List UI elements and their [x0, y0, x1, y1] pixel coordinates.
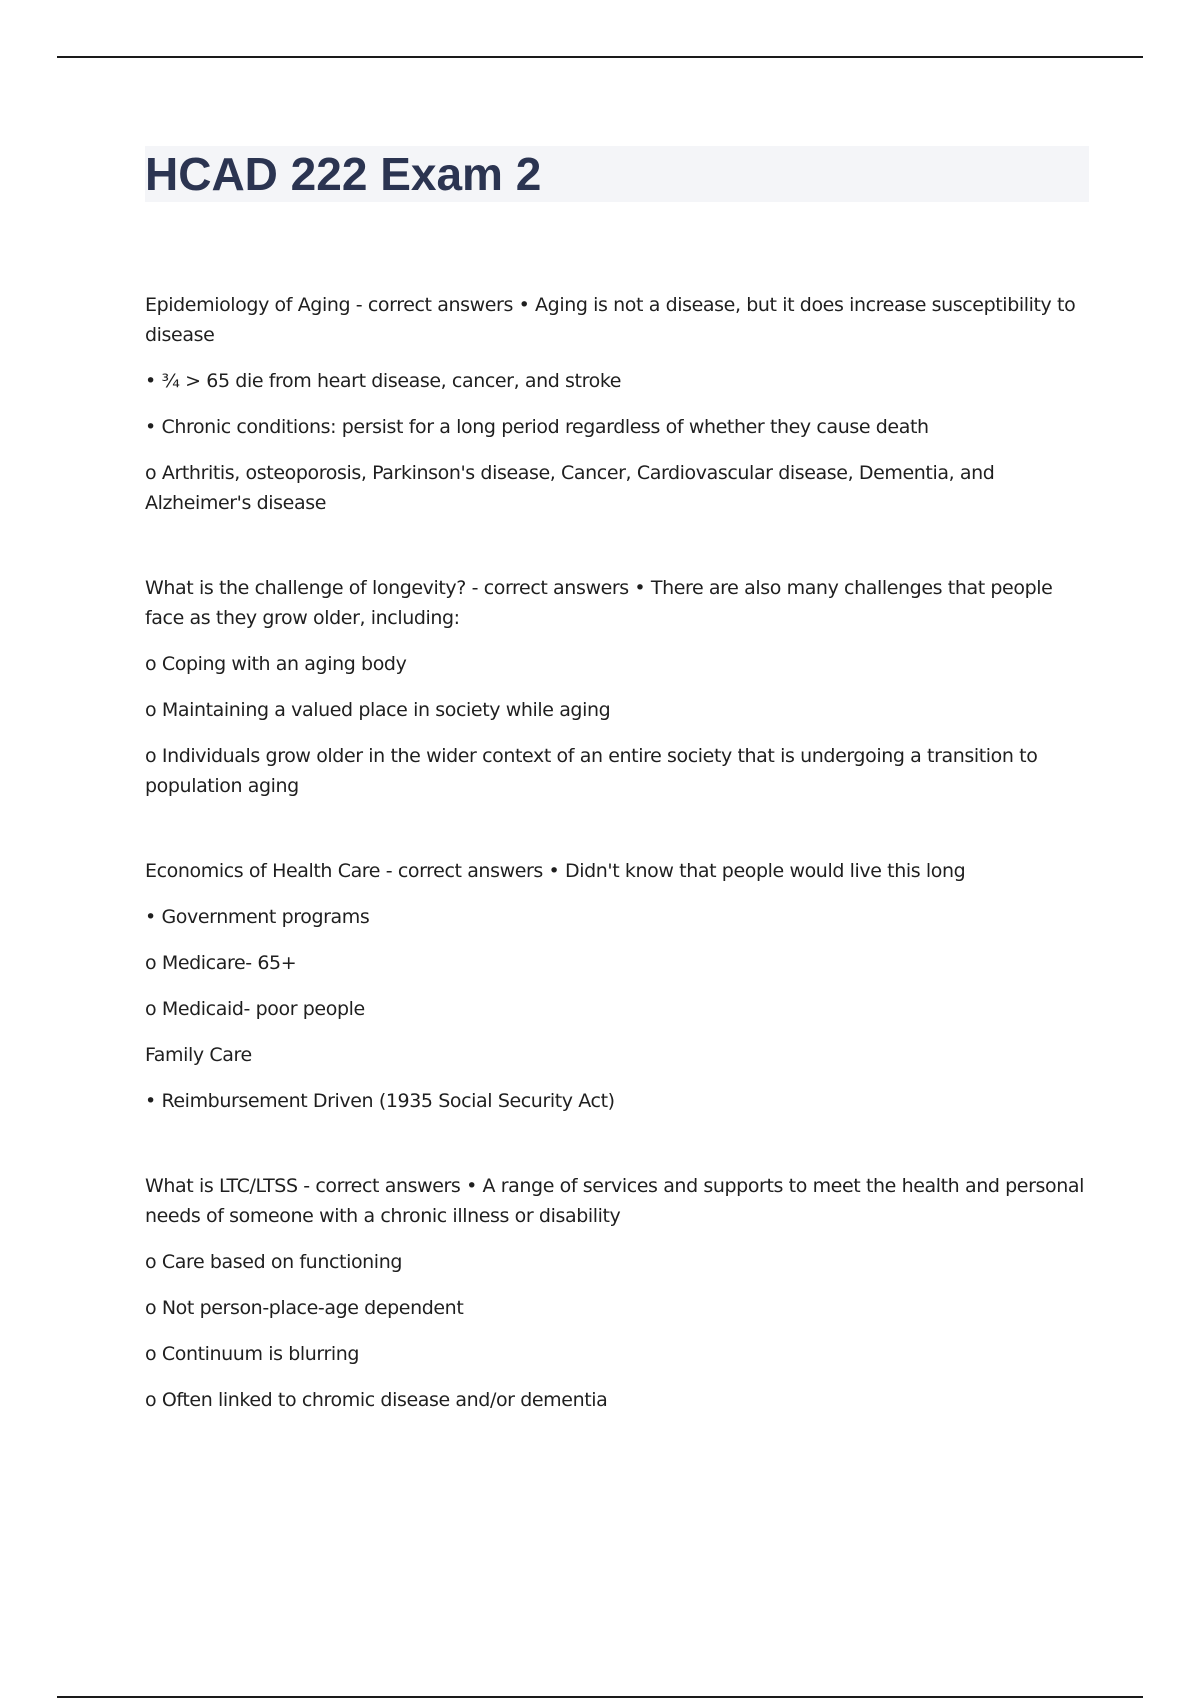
- qa-block-longevity: [145, 573, 1095, 801]
- qa-line: o Medicare- 65+: [145, 952, 297, 974]
- qa-block-economics: [145, 856, 1095, 1116]
- qa-line: Epidemiology of Aging - correct answers • Aging is not a disease, but it does increase susceptibility to disease: [145, 294, 1076, 346]
- qa-line: o Maintaining a valued place in society while aging: [145, 699, 611, 721]
- qa-line: • Reimbursement Driven (1935 Social Security Act): [145, 1090, 615, 1112]
- qa-line: Economics of Health Care - correct answers • Didn't know that people would live this long: [145, 860, 966, 882]
- top-rule: [57, 56, 1143, 58]
- qa-line: o Arthritis, osteoporosis, Parkinson's disease, Cancer, Cardiovascular disease, Dementia, and Alzheimer's disease: [145, 462, 995, 514]
- qa-line: • ¾ > 65 die from heart disease, cancer, and stroke: [145, 370, 622, 392]
- qa-line: What is LTC/LTSS - correct answers • A range of services and supports to meet the health and personal needs of someone with a chronic illness or disability: [145, 1175, 1084, 1227]
- qa-block-ltc: [145, 1171, 1095, 1415]
- qa-block-epidemiology: [145, 290, 1095, 518]
- qa-line: o Often linked to chromic disease and/or dementia: [145, 1389, 608, 1411]
- qa-line: o Care based on functioning: [145, 1251, 402, 1273]
- qa-line: What is the challenge of longevity? - correct answers • There are also many challenges that people face as they grow older, including:: [145, 577, 1053, 629]
- qa-line: • Government programs: [145, 906, 370, 928]
- qa-line: o Medicaid- poor people: [145, 998, 365, 1020]
- qa-line: o Individuals grow older in the wider context of an entire society that is undergoing a transition to population aging: [145, 745, 1038, 797]
- qa-line: • Chronic conditions: persist for a long period regardless of whether they cause death: [145, 416, 929, 438]
- qa-line: o Not person-place-age dependent: [145, 1297, 464, 1319]
- qa-line: Family Care: [145, 1044, 252, 1066]
- qa-line: o Coping with an aging body: [145, 653, 407, 675]
- qa-line: o Continuum is blurring: [145, 1343, 360, 1365]
- document-title: HCAD 222 Exam 2: [145, 148, 542, 200]
- bottom-rule: [57, 1696, 1143, 1698]
- document-body: [145, 290, 1095, 1470]
